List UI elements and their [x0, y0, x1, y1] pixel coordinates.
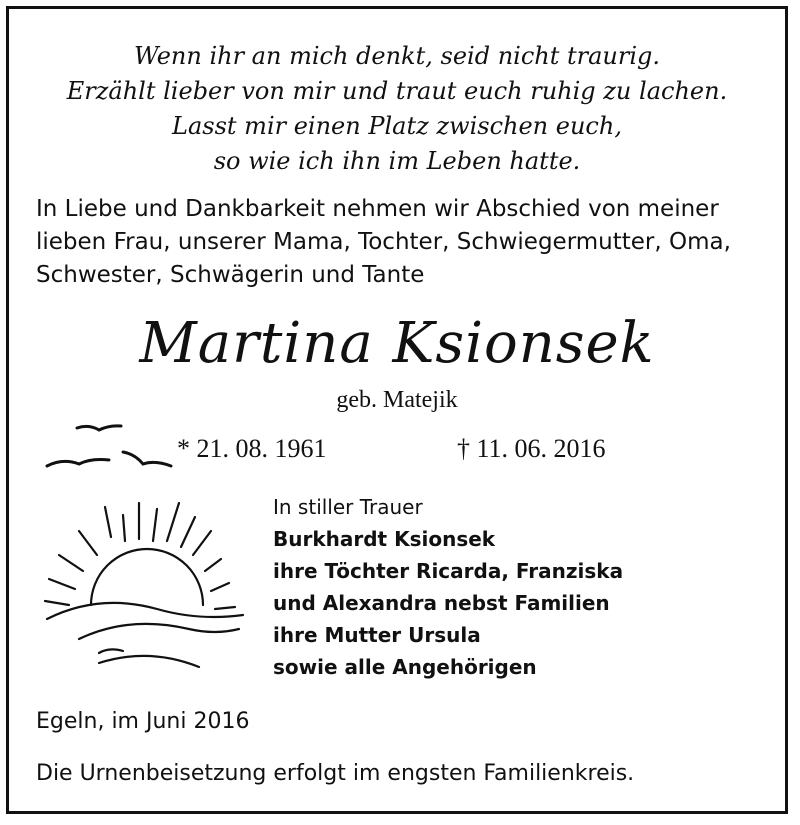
intro-line: Schwester, Schwägerin und Tante	[36, 262, 425, 288]
mourner-line: ihre Töchter Ricarda, Franziska	[273, 559, 624, 583]
sunset-over-hills-icon	[39, 497, 259, 677]
obituary-frame	[6, 6, 788, 814]
maiden-name: geb. Matejik	[336, 387, 458, 413]
poem-line: Wenn ihr an mich denkt, seid nicht traurig.	[133, 42, 661, 70]
mourner-line: sowie alle Angehörigen	[273, 655, 537, 679]
mourners-block	[273, 491, 623, 683]
intro-line: In Liebe und Dankbarkeit nehmen wir Abschied von meiner	[36, 196, 719, 222]
flying-birds-icon	[43, 414, 183, 484]
burial-notice: Die Urnenbeisetzung erfolgt im engsten Familienkreis.	[36, 761, 635, 786]
poem-line: so wie ich ihn im Leben hatte.	[213, 147, 581, 175]
intro-line: lieben Frau, unserer Mama, Tochter, Schwiegermutter, Oma,	[36, 229, 731, 255]
mourner-line: und Alexandra nebst Familien	[273, 591, 610, 615]
intro-text	[36, 193, 776, 292]
birth-date: * 21. 08. 1961	[177, 434, 327, 463]
mourner-line: ihre Mutter Ursula	[273, 623, 481, 647]
poem-line: Lasst mir einen Platz zwischen euch,	[172, 112, 622, 140]
deceased-name: Martina Ksionsek	[139, 311, 655, 376]
death-date: † 11. 06. 2016	[457, 434, 606, 463]
mourners-heading: In stiller Trauer	[273, 495, 423, 519]
place-date: Egeln, im Juni 2016	[36, 709, 250, 734]
poem	[9, 39, 785, 179]
mourner-line: Burkhardt Ksionsek	[273, 527, 496, 551]
poem-line: Erzählt lieber von mir und traut euch ruhig zu lachen.	[66, 77, 728, 105]
